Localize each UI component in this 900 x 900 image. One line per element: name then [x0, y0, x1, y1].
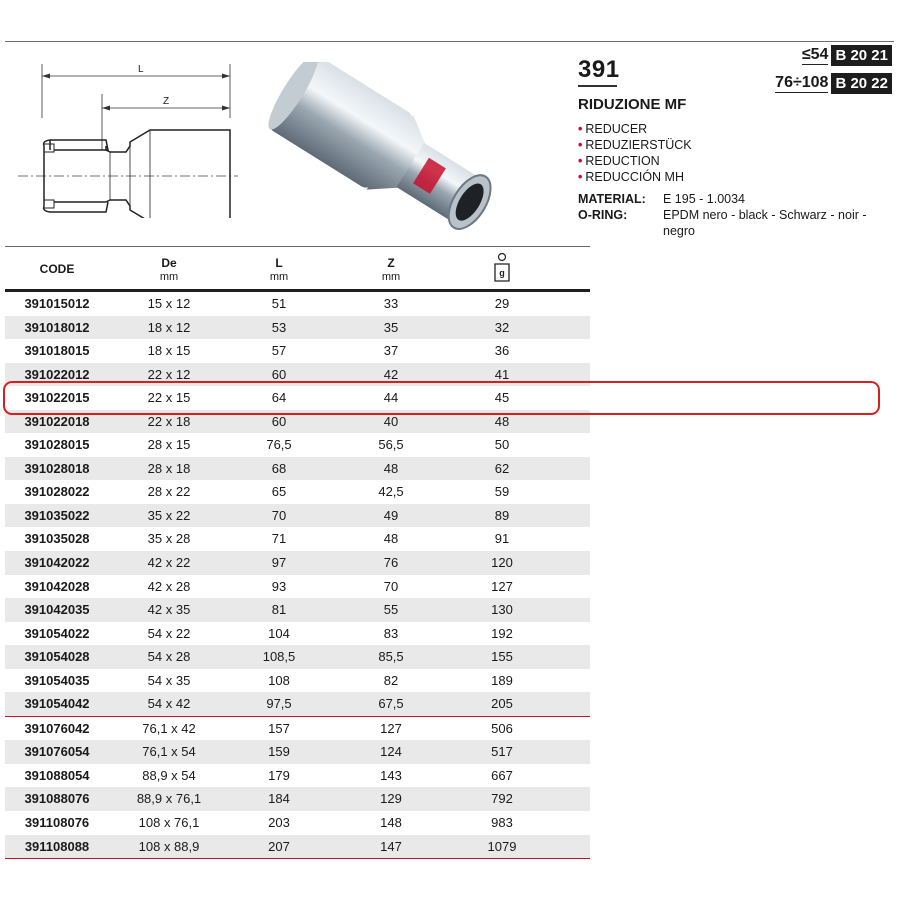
- cell-code: 391042035: [24, 602, 90, 618]
- cell-l: 70: [271, 507, 287, 523]
- cell-code: 391022015: [24, 390, 90, 406]
- cell-l: 108,5: [262, 649, 296, 665]
- cell-l: 65: [271, 484, 287, 500]
- cell-code: 391042022: [24, 555, 90, 571]
- cell-weight: 506: [491, 720, 513, 736]
- cell-z: 70: [383, 578, 399, 594]
- cell-l: 71: [271, 531, 287, 547]
- cell-z: 148: [380, 815, 402, 831]
- cell-l: 60: [271, 366, 287, 382]
- cell-de: 28 x 15: [147, 437, 191, 453]
- cell-z: 55: [383, 602, 399, 618]
- cell-weight: 667: [491, 767, 513, 783]
- cell-weight: 792: [491, 791, 513, 807]
- table-row: [5, 835, 590, 859]
- cell-code: 391054028: [24, 649, 90, 665]
- cell-l: 97,5: [266, 696, 292, 712]
- cell-weight: 45: [494, 390, 510, 406]
- table-row: [5, 527, 590, 551]
- table-row: [5, 316, 590, 340]
- cell-code: 391028022: [24, 484, 90, 500]
- cell-code: 391054022: [24, 625, 90, 641]
- cell-l: 207: [268, 838, 290, 854]
- table-row: [5, 339, 590, 363]
- cell-l: 93: [271, 578, 287, 594]
- cell-l: 97: [271, 555, 287, 571]
- cell-code: 391042028: [24, 578, 90, 594]
- cell-l: 51: [271, 296, 287, 311]
- cell-weight: 50: [494, 437, 510, 453]
- cell-de: 42 x 35: [147, 602, 191, 618]
- cell-de: 22 x 12: [147, 366, 191, 382]
- cell-l: 53: [271, 319, 287, 335]
- table-row: [5, 551, 590, 575]
- cell-de: 76,1 x 42: [142, 720, 196, 736]
- table-row: [5, 598, 590, 622]
- table-row: [5, 645, 590, 669]
- col-header-z: Z mm: [381, 256, 401, 283]
- cell-code: 391054035: [24, 672, 90, 688]
- table-row: [5, 433, 590, 457]
- cell-z: 124: [380, 744, 402, 760]
- table-row: [5, 717, 590, 741]
- cell-code: 391035022: [24, 507, 90, 523]
- cell-code: 391015012: [24, 296, 90, 311]
- cell-de: 18 x 12: [147, 319, 191, 335]
- cell-z: 37: [383, 343, 399, 359]
- cell-z: 127: [380, 720, 402, 736]
- cell-de: 15 x 12: [147, 296, 191, 311]
- svg-text:g: g: [499, 268, 505, 278]
- translation-item: • REDUZIERSTÜCK: [578, 138, 692, 152]
- cell-weight: 41: [494, 366, 510, 382]
- cell-de: 18 x 15: [147, 343, 191, 359]
- table-row: [5, 787, 590, 811]
- translation-item: • REDUCER: [578, 122, 648, 136]
- col-header-code: CODE: [39, 262, 75, 276]
- table-row: [5, 764, 590, 788]
- cell-code: 391035028: [24, 531, 90, 547]
- cell-de: 54 x 42: [147, 696, 191, 712]
- cell-l: 76,5: [266, 437, 292, 453]
- translations-list: [578, 121, 692, 185]
- cell-code: 391022018: [24, 413, 90, 429]
- cell-weight: 155: [491, 649, 513, 665]
- product-title: RIDUZIONE MF: [578, 96, 687, 113]
- cell-de: 22 x 15: [147, 390, 191, 406]
- cell-de: 28 x 22: [147, 484, 191, 500]
- cell-l: 104: [268, 625, 290, 641]
- cell-l: 179: [268, 767, 290, 783]
- range-small: [802, 45, 892, 66]
- highlight-box: [3, 381, 880, 415]
- cell-z: 129: [380, 791, 402, 807]
- table-bottom-rule: [5, 858, 590, 859]
- cell-l: 108: [268, 672, 290, 688]
- cell-de: 88,9 x 76,1: [136, 791, 202, 807]
- translation-item: • REDUCCIÓN MH: [578, 170, 684, 184]
- cell-code: 391018012: [24, 319, 90, 335]
- cell-l: 159: [268, 744, 290, 760]
- table-row: [5, 480, 590, 504]
- cell-weight: 62: [494, 460, 510, 476]
- cell-de: 28 x 18: [147, 460, 191, 476]
- range-large-badge: B 20 22: [831, 73, 892, 94]
- dim-l-label: L: [138, 64, 144, 75]
- cell-code: 391028018: [24, 460, 90, 476]
- table-row: [5, 575, 590, 599]
- cell-weight: 983: [491, 815, 513, 831]
- cell-weight: 130: [491, 602, 513, 618]
- cell-de: 108 x 88,9: [138, 838, 200, 854]
- cell-weight: 1079: [487, 838, 517, 854]
- dim-z-label: Z: [163, 96, 170, 107]
- cell-de: 54 x 28: [147, 649, 191, 665]
- cell-de: 108 x 76,1: [138, 815, 200, 831]
- cell-weight: 205: [491, 696, 513, 712]
- cell-z: 35: [383, 319, 399, 335]
- material-value: E 195 - 1.0034: [663, 192, 746, 206]
- range-small-label: ≤54: [801, 46, 829, 63]
- cell-z: 48: [383, 460, 399, 476]
- cell-l: 57: [271, 343, 287, 359]
- cell-de: 88,9 x 54: [142, 767, 196, 783]
- cell-weight: 189: [491, 672, 513, 688]
- table-row: [5, 292, 590, 316]
- product-code: 391: [578, 56, 620, 83]
- col-header-de: De mm: [159, 256, 179, 283]
- cell-z: 85,5: [378, 649, 404, 665]
- cell-l: 68: [271, 460, 287, 476]
- weight-icon: [492, 252, 512, 282]
- table-top-rule: [5, 246, 590, 247]
- cell-de: 22 x 18: [147, 413, 191, 429]
- table-row: [5, 622, 590, 646]
- cell-z: 67,5: [378, 696, 404, 712]
- cell-z: 44: [383, 390, 399, 406]
- cell-weight: 517: [491, 744, 513, 760]
- cell-z: 82: [383, 672, 399, 688]
- cell-z: 147: [380, 838, 402, 854]
- range-large-label: 76÷108: [775, 74, 829, 91]
- table-row: [5, 457, 590, 481]
- table-row: [5, 669, 590, 693]
- table-header: [5, 252, 590, 288]
- cell-de: 76,1 x 54: [142, 744, 196, 760]
- cell-de: 42 x 28: [147, 578, 191, 594]
- product-code-underline: [578, 85, 617, 87]
- table-row: [5, 811, 590, 835]
- cell-weight: 89: [494, 507, 510, 523]
- cell-code: 391076054: [24, 744, 90, 760]
- oring-label: O-RING:: [578, 208, 628, 222]
- table-row: [5, 740, 590, 764]
- cell-l: 203: [268, 815, 290, 831]
- product-photo: [262, 62, 510, 240]
- range-large: [775, 73, 892, 94]
- cell-code: 391108088: [24, 838, 90, 854]
- cell-z: 143: [380, 767, 402, 783]
- cell-code: 391022012: [24, 366, 90, 382]
- cell-de: 42 x 22: [147, 555, 191, 571]
- cell-z: 42: [383, 366, 399, 382]
- cell-code: 391018015: [24, 343, 90, 359]
- cell-l: 81: [271, 602, 287, 618]
- cell-de: 54 x 22: [147, 625, 191, 641]
- cell-z: 48: [383, 531, 399, 547]
- cell-weight: 36: [494, 343, 510, 359]
- cell-z: 56,5: [378, 437, 404, 453]
- cell-code: 391088054: [24, 767, 90, 783]
- cell-l: 184: [268, 791, 290, 807]
- translation-item: • REDUCTION: [578, 154, 660, 168]
- cell-weight: 59: [494, 484, 510, 500]
- cell-code: 391088076: [24, 791, 90, 807]
- oring-value: EPDM nero - black - Schwarz - noir - negro: [663, 208, 867, 238]
- cell-code: 391028015: [24, 437, 90, 453]
- cell-code: 391108076: [24, 815, 90, 831]
- cell-weight: 192: [491, 625, 513, 641]
- cell-weight: 120: [491, 555, 513, 571]
- cell-z: 83: [383, 625, 399, 641]
- cell-z: 42,5: [378, 484, 404, 500]
- cell-weight: 91: [494, 531, 510, 547]
- material-label: MATERIAL:: [578, 192, 646, 206]
- cell-z: 40: [383, 413, 399, 429]
- cell-weight: 48: [494, 413, 510, 429]
- cell-code: 391076042: [24, 720, 90, 736]
- cell-de: 35 x 28: [147, 531, 191, 547]
- table-row: [5, 692, 590, 717]
- col-header-l: L mm: [269, 256, 289, 283]
- cell-de: 54 x 35: [147, 672, 191, 688]
- top-rule: [5, 41, 894, 42]
- table-body: [5, 292, 590, 859]
- cell-weight: 32: [494, 319, 510, 335]
- technical-drawing: [14, 58, 242, 218]
- table-row: [5, 504, 590, 528]
- col-header-weight: [450, 252, 554, 285]
- cell-de: 35 x 22: [147, 507, 191, 523]
- cell-l: 64: [271, 390, 287, 406]
- cell-z: 33: [383, 296, 399, 311]
- cell-weight: 29: [494, 296, 510, 311]
- cell-z: 49: [383, 507, 399, 523]
- cell-l: 60: [271, 413, 287, 429]
- range-small-badge: B 20 21: [831, 45, 892, 66]
- cell-l: 157: [268, 720, 290, 736]
- cell-weight: 127: [491, 578, 513, 594]
- cell-z: 76: [383, 555, 399, 571]
- cell-code: 391054042: [24, 696, 90, 712]
